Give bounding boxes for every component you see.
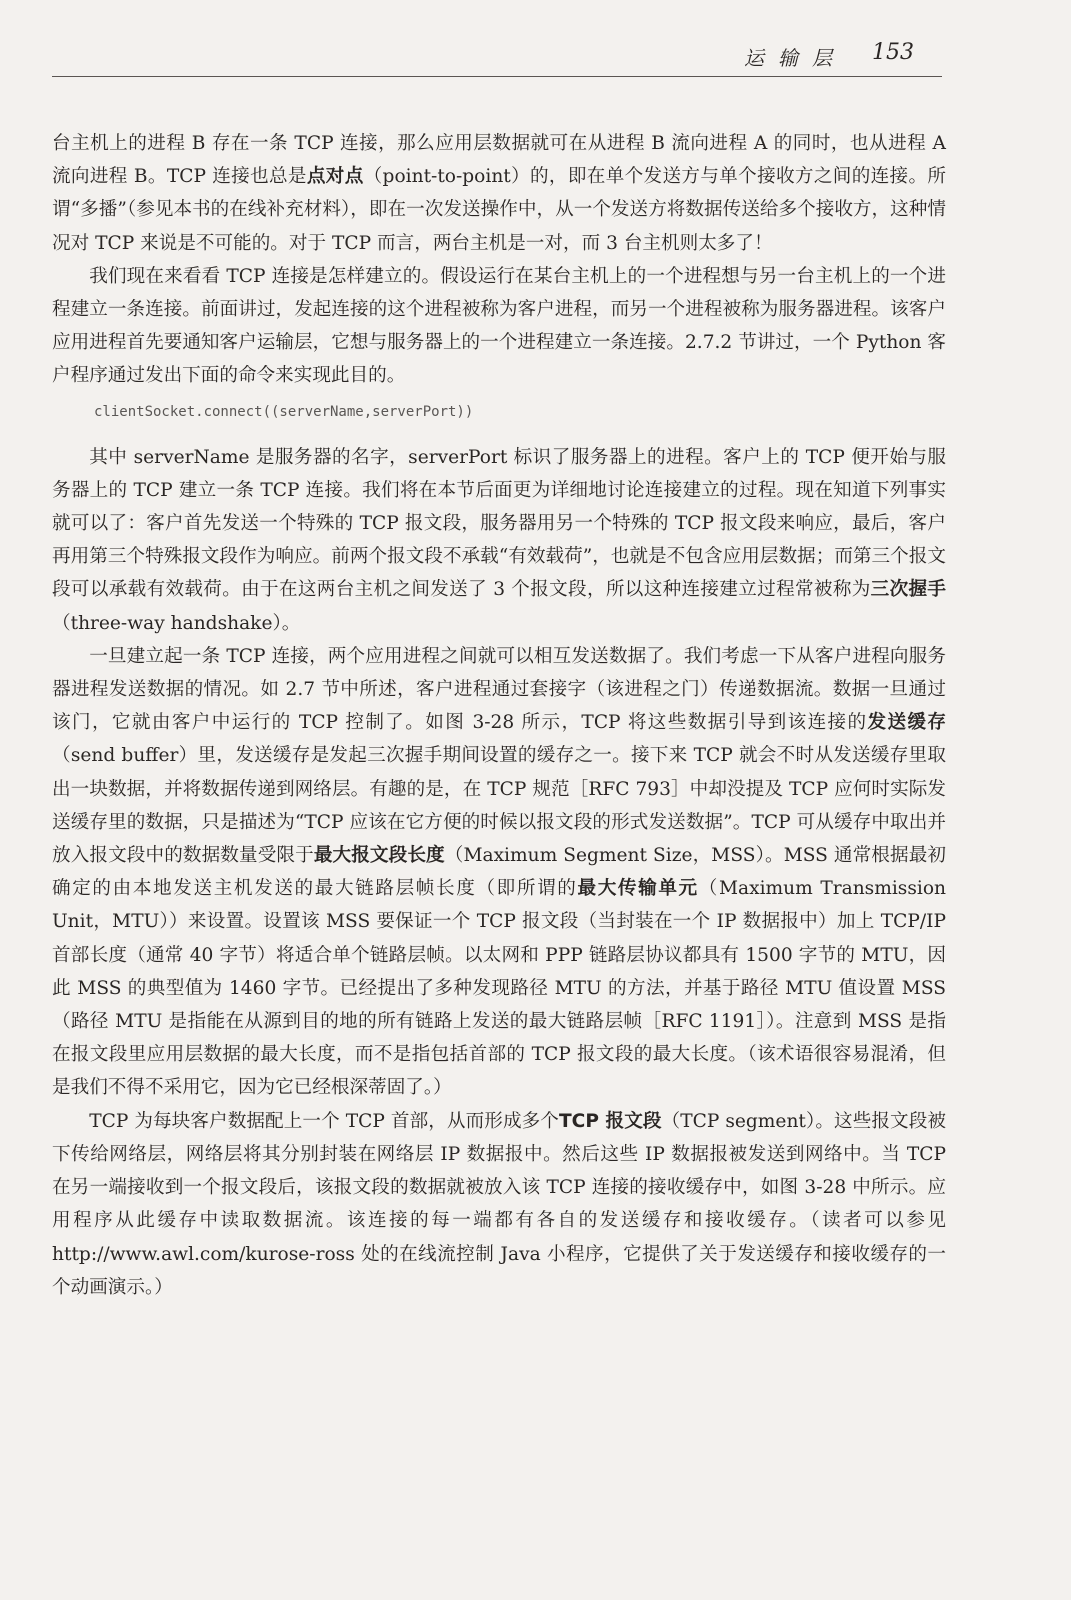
term-send-buffer: 发送缓存 — [867, 712, 946, 734]
body-text — [52, 127, 946, 1304]
paragraph-1: 台主机上的进程 B 存在一条 TCP 连接，那么应用层数据就可在从进程 B 流向进程 A 的同时，也从进程 A 流向进程 B。TCP 连接也总是点对点（point-to-point）的，即在单个发送方与单个接收方之间的连接。所谓“多播”（参见本书的在线补充材料），即在一次发送操作中，从一个发送方将数据传送给多个接收方，这种情况对 TCP 来说是不可能的。对于 TCP 而言，两台主机是一对，而 3 台主机则太多了！ — [52, 133, 946, 254]
chapter-title: 运输层 — [744, 46, 846, 70]
paragraph-3: 其中 serverName 是服务器的名字，serverPort 标识了服务器上的进程。客户上的 TCP 便开始与服务器上的 TCP 建立一条 TCP 连接。我们将在本节后面更为详细地讨论连接建立的过程。现在知道下列事实就可以了：客户首先发送一个特殊的 TCP 报文段，服务器用另一个特殊的 TCP 报文段来响应，最后，客户再用第三个特殊报文段作为响应。前两个报文段不承载“有效载荷”，也就是不包含应用层数据；而第三个报文段可以承载有效载荷。由于在这两台主机之间发送了 3 个报文段，所以这种连接建立过程常被称为三次握手（three-way handshake）。 — [52, 446, 946, 634]
paragraph-5: TCP 为每块客户数据配上一个 TCP 首部，从而形成多个TCP 报文段（TCP segment）。这些报文段被下传给网络层，网络层将其分别封装在网络层 IP 数据报中。然后这些 IP 数据报被发送到网络中。当 TCP 在另一端接收到一个报文段后，该报文段的数据就被放入该 TCP 连接的接收缓存中，如图 3-28 中所示。应用程序从此缓存中读取数据流。该连接的每一端都有各自的发送缓存和接收缓存。（读者可以参见 http://www.awl.com/kurose-ross 处的在线流控制 Java 小程序，它提供了关于发送缓存和接收缓存的一个动画演示。） — [52, 1110, 947, 1298]
paragraph-2: 我们现在来看看 TCP 连接是怎样建立的。假设运行在某台主机上的一个进程想与另一台主机上的一个进程建立一条连接。前面讲过，发起连接的这个进程被称为客户进程，而另一个进程被称为服务器进程。该客户应用进程首先要通知客户运输层，它想与服务器上的一个进程建立一条连接。2.7.2 节讲过，一个 Python 客户程序通过发出下面的命令来实现此目的。 — [52, 265, 946, 387]
code-line: clientSocket.connect((serverName,serverPort)) — [94, 403, 474, 420]
page-number: 153 — [872, 40, 914, 65]
paragraph-4: 一旦建立起一条 TCP 连接，两个应用进程之间就可以相互发送数据了。我们考虑一下从客户进程向服务器进程发送数据的情况。如 2.7 节中所述，客户进程通过套接字（该进程之门）传递数据流。数据一旦通过该门，它就由客户中运行的 TCP 控制了。如图 3-28 所示，TCP 将这些数据引导到该连接的发送缓存（send buffer）里，发送缓存是发起三次握手期间设置的缓存之一。接下来 TCP 就会不时从发送缓存里取出一块数据，并将数据传递到网络层。有趣的是，在 TCP 规范［RFC 793］中却没提及 TCP 应何时实际发送缓存里的数据，只是描述为“TCP 应该在它方便的时候以报文段的形式发送数据”。TCP 可从缓存中取出并放入报文段中的数据数量受限于最大报文段长度（Maximum Segment Size，MSS）。MSS 通常根据最初确定的由本地发送主机发送的最大链路层帧长度（即所谓的最大传输单元（Maximum Transmission Unit，MTU））来设置。设置该 MSS 要保证一个 TCP 报文段（当封装在一个 IP 数据报中）加上 TCP/IP 首部长度（通常 40 字节）将适合单个链路层帧。以太网和 PPP 链路层协议都具有 1500 字节的 MTU，因此 MSS 的典型值为 1460 字节。已经提出了多种发现路径 MTU 的方法，并基于路径 MTU 值设置 MSS（路径 MTU 是指能在从源到目的地的所有链路上发送的最大链路层帧［RFC 1191］）。注意到 MSS 是指在报文段里应用层数据的最大长度，而不是指包括首部的 TCP 报文段的最大长度。（该术语很容易混淆，但是我们不得不采用它，因为它已经根深蒂固了。） — [52, 645, 946, 1099]
term-mtu: 最大传输单元 — [577, 878, 699, 900]
term-tcp-segment: TCP 报文段 — [559, 1110, 662, 1132]
term-mss: 最大报文段长度 — [313, 845, 445, 867]
term-three-way-handshake: 三次握手 — [870, 579, 946, 601]
running-header — [52, 34, 942, 77]
term-point-to-point: 点对点 — [306, 166, 364, 188]
